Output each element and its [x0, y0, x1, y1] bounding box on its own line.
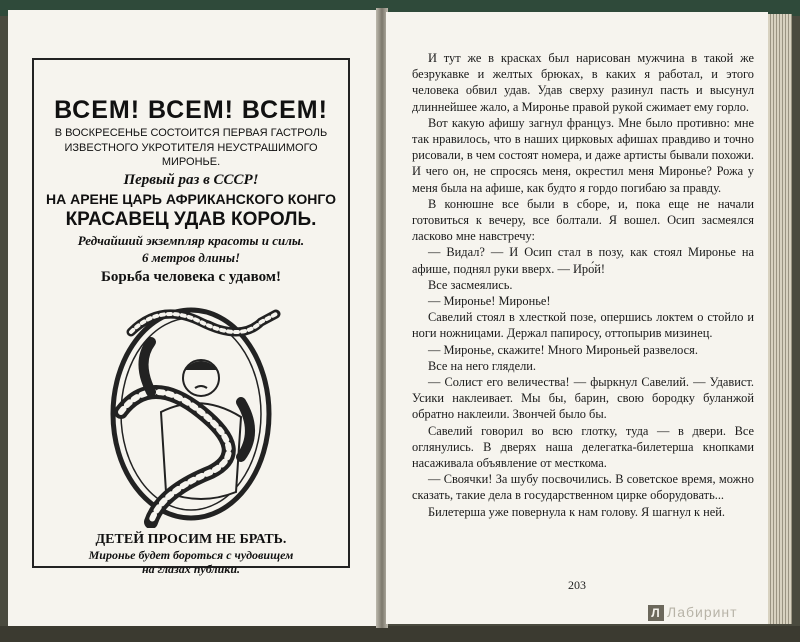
poster-rare-2: 6 метров длины! [141, 250, 241, 265]
paragraph: Все засмеялись. [428, 277, 513, 292]
paragraph: — Солист его величества! — фыркнул Савелий. — Удавист. Усики наклеивает. Мы бы, барин, свою бородку буланжой обратно наклеили. Звончей было бы. [412, 375, 754, 422]
watermark [648, 604, 738, 621]
right-page [386, 12, 768, 624]
paragraph: Все на него глядели. [428, 358, 536, 373]
poster-no-kids: ДЕТЕЙ ПРОСИМ НЕ БРАТЬ. [95, 532, 287, 547]
poster-line-1: В ВОСКРЕСЕНЬЕ СОСТОИТСЯ ПЕРВАЯ ГАСТРОЛЬ [54, 127, 328, 139]
circus-poster [32, 58, 350, 576]
poster-mironye-2: на глазах публики. [141, 562, 241, 576]
poster-fight: Борьба человека с удавом! [101, 269, 281, 285]
poster-rare-1: Редчайший экземпляр красоты и силы. [77, 233, 305, 248]
story-text [412, 50, 754, 520]
paragraph: Билетерша уже повернула к нам голову. Я шагнул к ней. [428, 504, 726, 519]
poster-headline: ВСЕМ! ВСЕМ! ВСЕМ! [54, 96, 328, 124]
paragraph: И тут же в красках был нарисован мужчина в такой же безрукавке и желтых брюках, в каких я работал, и этого человека обвил удав. Удав сверху разинул пасть и высунул длиннейшее жало, а Миронье правой рукой сжимает ему горло. [412, 51, 754, 114]
page-edges [768, 14, 792, 624]
poster-line-2: ИЗВЕСТНОГО УКРОТИТЕЛЯ НЕУСТРАШИМОГО МИРОНЬЕ. [64, 142, 318, 168]
paragraph: — Своячки! За шубу посвочились. В советское время, можно сказать, такие дела в государственном цирке оборудовать... [412, 472, 754, 503]
poster-first-time: Первый раз в СССР! [123, 172, 259, 188]
paragraph: Савелий говорил во всю глотку, туда — в двери. Все оглянулись. В дверях наша делегатка-билетерша кнопками насаживала объявление от месткома. [412, 423, 754, 471]
poster-arena: НА АРЕНЕ ЦАРЬ АФРИКАНСКОГО КОНГО [45, 191, 336, 207]
watermark-text: Лабиринт [667, 604, 738, 620]
paragraph: Савелий стоял в хлесткой позе, опершись локтем о стойло и ноги ножницами. Держал папиросу, оттопырив мизинец. [412, 310, 754, 341]
poster-king: КРАСАВЕЦ УДАВ КОРОЛЬ. [65, 209, 317, 230]
page-number: 203 [568, 578, 586, 592]
paragraph: В конюшне все были в сборе, и, пока еще не начали готовиться к вечеру, все болтали. Я вошел. Осип засмеялся ласково мне навстречу: [412, 196, 754, 244]
book-cover-bottom [0, 626, 800, 642]
poster-mironye-1: Миронье будет бороться с чудовищем [88, 548, 294, 562]
paragraph: Вот какую афишу загнул француз. Мне было противно: мне так нравилось, что в наших цирковых афишах правдиво и точно рисовали, в чем состоят номера, и даже артисты бывали похожи. И чего он, не спросясь меня, окрестил меня Миронье? Рожа у меня была на афише, как будто я гордо погибаю за правду. [412, 115, 754, 195]
paragraph: — Миронье, скажите! Много Мироньей развелося. [428, 342, 698, 357]
left-page [8, 10, 378, 626]
paragraph: — Видал? — И Осип стал в позу, как стоял Миронье на афише, поднял руки вверх. — Иро́й! [412, 245, 754, 276]
paragraph: — Миронье! Миронье! [428, 294, 551, 309]
snake-wrestler-illustration [91, 292, 291, 528]
watermark-logo-icon: Л [648, 605, 664, 621]
